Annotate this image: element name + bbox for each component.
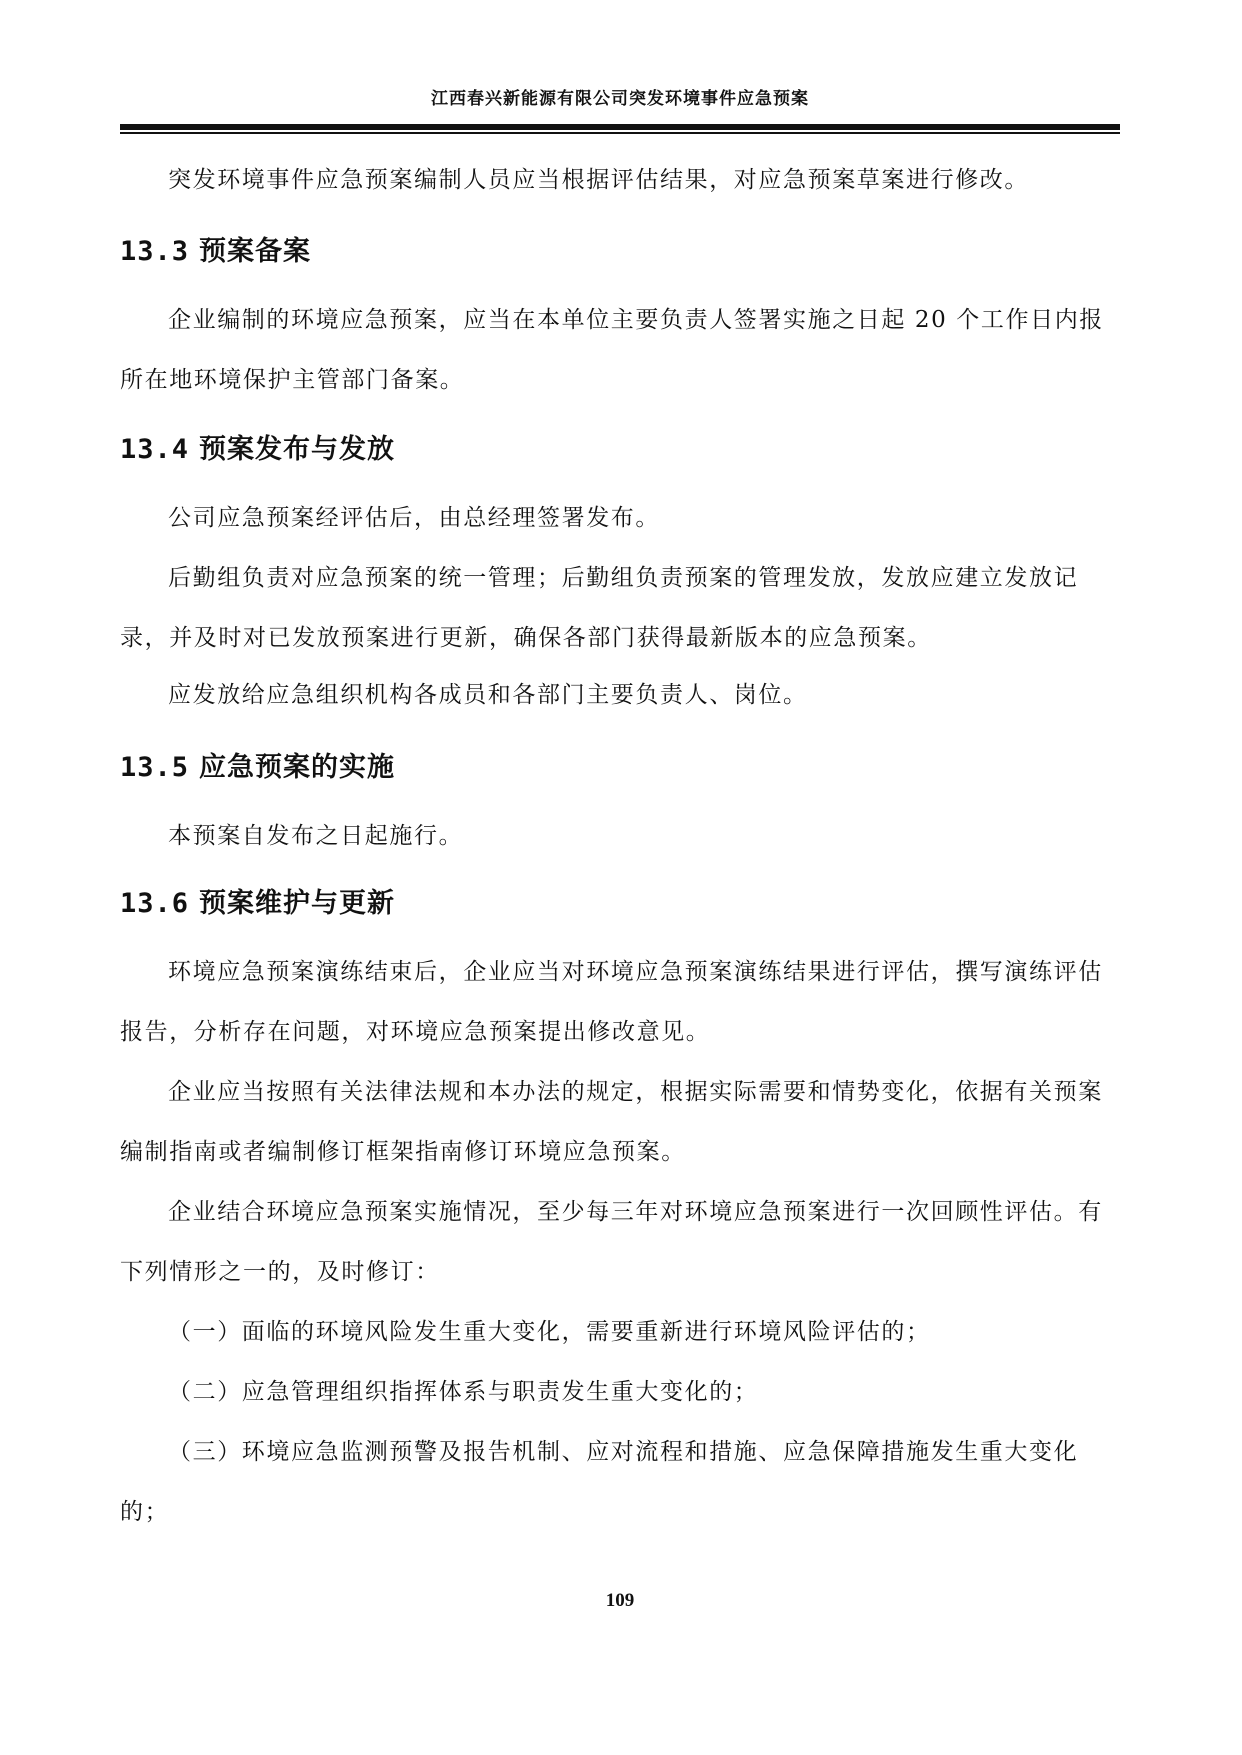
section-title: 应急预案的实施 bbox=[199, 752, 396, 783]
section-title: 预案备案 bbox=[199, 236, 312, 267]
page-number: 109 bbox=[605, 1590, 635, 1611]
section-number: 13.5 bbox=[120, 752, 190, 783]
header-rule-thick bbox=[120, 124, 1120, 130]
section-heading-13-4 bbox=[120, 430, 1120, 470]
section-number: 13.4 bbox=[120, 434, 190, 465]
list-item: （一）面临的环境风险发生重大变化，需要重新进行环境风险评估的； bbox=[168, 1319, 931, 1345]
paragraph: 企业应当按照有关法律法规和本办法的规定，根据实际需要和情势变化，依据有关预案编制指南或者编制修订框架指南修订环境应急预案。 bbox=[120, 1079, 1103, 1165]
section-heading-13-5 bbox=[120, 748, 1120, 788]
intro-paragraph: 突发环境事件应急预案编制人员应当根据评估结果，对应急预案草案进行修改。 bbox=[168, 167, 1029, 193]
list-item: （三）环境应急监测预警及报告机制、应对流程和措施、应急保障措施发生重大变化的； bbox=[120, 1439, 1079, 1525]
paragraph: 企业编制的环境应急预案，应当在本单位主要负责人签署实施之日起 20 个工作日内报所在地环境保护主管部门备案。 bbox=[120, 307, 1104, 393]
paragraph: 后勤组负责对应急预案的统一管理；后勤组负责预案的管理发放，发放应建立发放记录，并及时对已发放预案进行更新，确保各部门获得最新版本的应急预案。 bbox=[120, 565, 1079, 651]
section-number: 13.3 bbox=[120, 236, 190, 267]
paragraph: 应发放给应急组织机构各成员和各部门主要负责人、岗位。 bbox=[168, 682, 808, 708]
section-heading-13-6 bbox=[120, 884, 1120, 924]
list-item: （二）应急管理组织指挥体系与职责发生重大变化的； bbox=[168, 1379, 759, 1405]
paragraph: 环境应急预案演练结束后，企业应当对环境应急预案演练结果进行评估，撰写演练评估报告，分析存在问题，对环境应急预案提出修改意见。 bbox=[120, 959, 1103, 1045]
page-header-title: 江西春兴新能源有限公司突发环境事件应急预案 bbox=[431, 89, 809, 109]
header-rule-thin bbox=[120, 132, 1120, 134]
section-title: 预案维护与更新 bbox=[199, 888, 396, 919]
paragraph: 企业结合环境应急预案实施情况，至少每三年对环境应急预案进行一次回顾性评估。有下列情形之一的，及时修订： bbox=[120, 1199, 1103, 1285]
section-title: 预案发布与发放 bbox=[199, 434, 396, 465]
paragraph: 公司应急预案经评估后，由总经理签署发布。 bbox=[168, 505, 660, 531]
paragraph: 本预案自发布之日起施行。 bbox=[168, 823, 464, 849]
section-heading-13-3 bbox=[120, 232, 1120, 272]
section-number: 13.6 bbox=[120, 888, 190, 919]
